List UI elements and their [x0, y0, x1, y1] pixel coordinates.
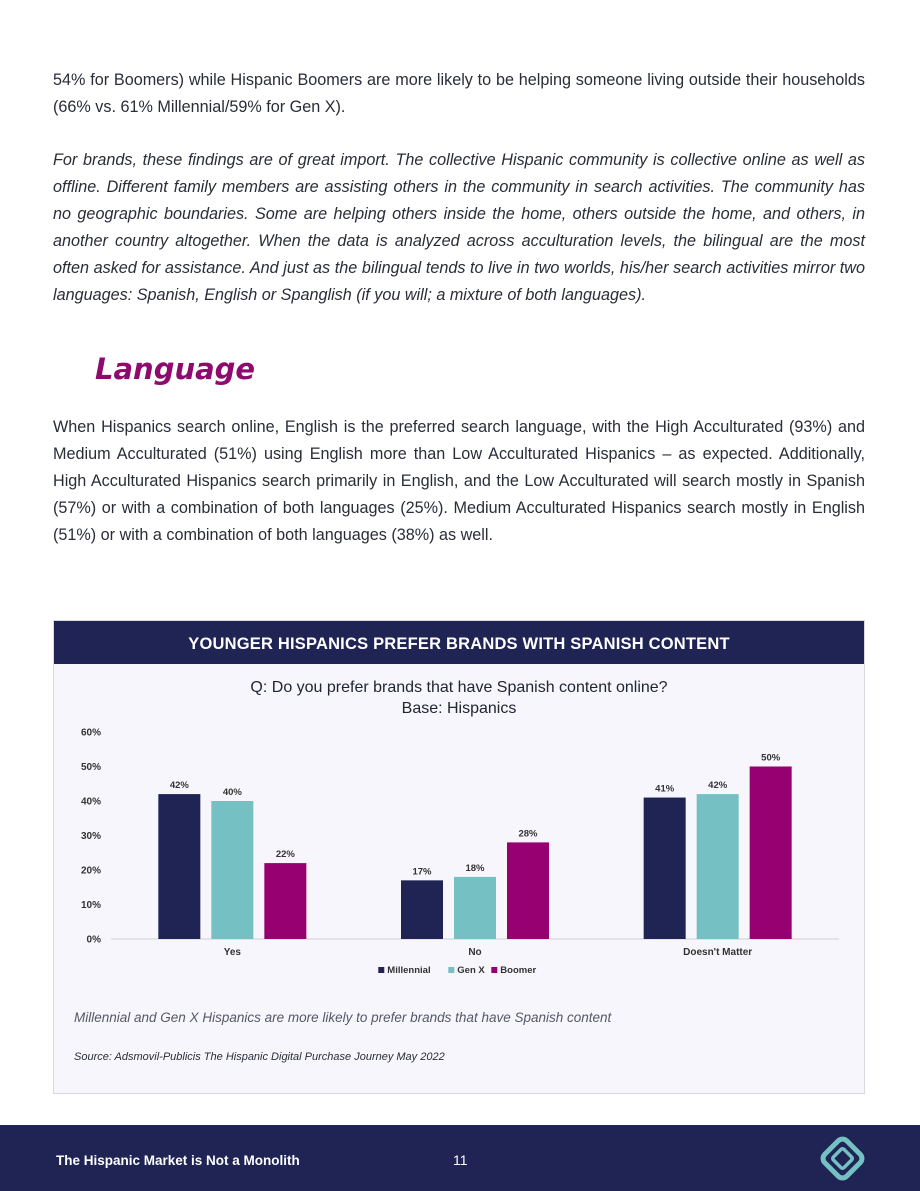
bar-value-label: 22%	[275, 849, 295, 861]
bar-value-label: 40%	[222, 787, 242, 798]
body-paragraph-2: For brands, these findings are of great import. The collective Hispanic community is collective online as well as offline. Different family members are assisting others in the community in search activities. The community has no geographic boundaries. Some are helping others inside the home, others outside the home, and others, in another country altogether. When the data is analyzed across acculturation levels, the bilingual are the most often asked for assistance. And just as the bilingual tends to live in two worlds, his/her search activities mirror two languages: Spanish, English or Spanglish (if you will; a mixture of both languages).	[53, 151, 865, 304]
bar-value-label: 50%	[761, 752, 781, 764]
y-tick-label: 60%	[80, 727, 101, 739]
bar	[750, 767, 792, 940]
bar	[507, 842, 549, 939]
body-paragraph-3: When Hispanics search online, English is the preferred search language, with the High Acculturated (93%) and Medium Acculturated (51%) using English more than Low Acculturated Hispanics – as expected. Additionally, High Acculturated Hispanics search primarily in English, and the Low Acculturated will search mostly in Spanish (57%) or with a combination of both languages (25%). Medium Acculturated Hispanics search mostly in English (51%) or with a combination of both languages (38%) as well.	[53, 418, 865, 544]
y-tick-label: 10%	[80, 900, 101, 911]
legend-swatch	[448, 967, 454, 973]
bar-value-label: 18%	[465, 862, 485, 874]
bar-value-label: 42%	[169, 780, 189, 792]
y-tick-label: 50%	[80, 762, 101, 773]
bar-value-label: 17%	[412, 866, 432, 878]
section-heading: Language	[95, 352, 256, 386]
legend-label: Boomer	[500, 965, 537, 976]
body-paragraph-1: 54% for Boomers) while Hispanic Boomers are more likely to be helping someone living outside their households (66% vs. 61% Millennial/59% for Gen X).	[53, 71, 865, 116]
chart-source: Source: Adsmovil-Publicis The Hispanic Digital Purchase Journey May 2022	[74, 1051, 445, 1063]
bar	[644, 798, 686, 939]
x-tick-label: No	[468, 947, 482, 958]
legend-swatch	[491, 967, 497, 973]
legend-label: Millennial	[387, 965, 431, 976]
chart-card	[53, 620, 865, 1094]
legend-label: Gen X	[457, 965, 485, 976]
bar	[454, 877, 496, 939]
y-tick-label: 40%	[80, 796, 101, 808]
bar	[401, 880, 443, 939]
y-tick-label: 20%	[80, 865, 101, 877]
chart-insight: Millennial and Gen X Hispanics are more likely to prefer brands that have Spanish content	[74, 1010, 612, 1025]
bar-value-label: 42%	[708, 780, 728, 792]
bar	[697, 794, 739, 939]
bar-chart	[54, 621, 864, 1001]
bar	[211, 801, 253, 939]
diamond-logo-icon	[818, 1135, 868, 1183]
bar-value-label: 28%	[518, 828, 538, 840]
chart-card-header: YOUNGER HISPANICS PREFER BRANDS WITH SPANISH CONTENT	[54, 621, 864, 664]
x-tick-label: Doesn't Matter	[683, 947, 753, 958]
page-number: 11	[453, 1152, 468, 1168]
x-tick-label: Yes	[223, 947, 241, 958]
legend-swatch	[378, 967, 384, 973]
y-tick-label: 0%	[86, 934, 101, 946]
base-text: Base: Hispanics	[401, 700, 517, 717]
question-text: Q: Do you prefer brands that have Spanish content online?	[250, 679, 668, 696]
bar	[158, 794, 200, 939]
y-tick-label: 30%	[80, 831, 101, 842]
bar	[264, 863, 306, 939]
bar-value-label: 41%	[655, 783, 675, 795]
page-footer	[0, 1125, 920, 1191]
footer-title: The Hispanic Market is Not a Monolith	[56, 1153, 300, 1168]
